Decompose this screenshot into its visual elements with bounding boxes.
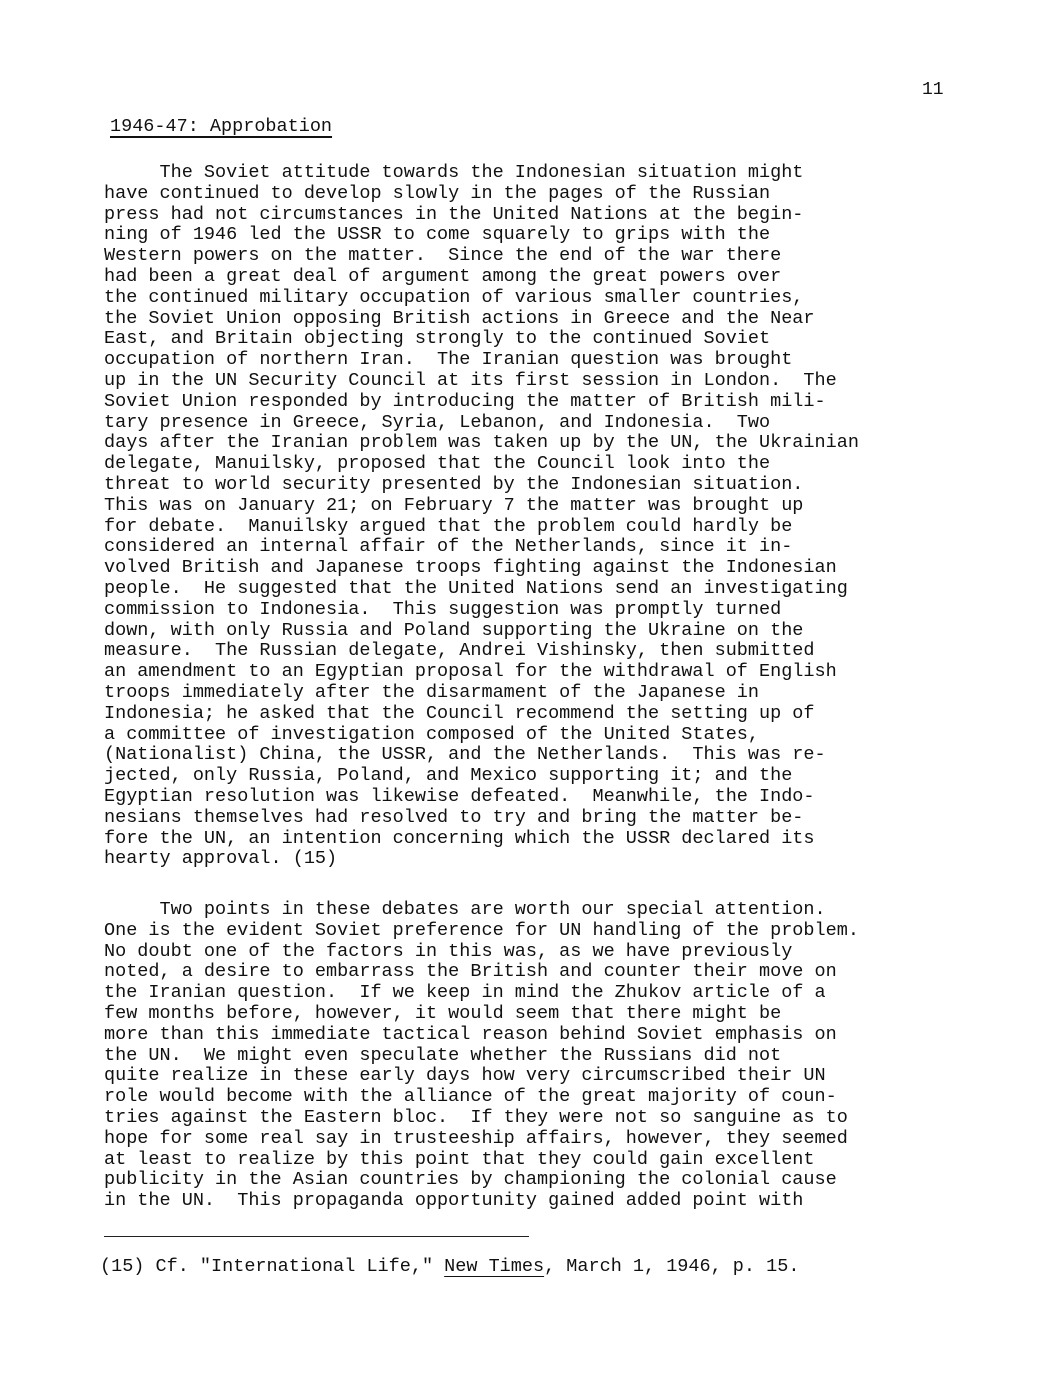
text-line: hearty approval. (15) xyxy=(104,848,338,870)
text-line: the UN. We might even speculate whether the Russians did not xyxy=(104,1044,782,1066)
footnote-divider xyxy=(104,1236,529,1237)
text-line: the Iranian question. If we keep in mind the Zhukov article of a xyxy=(104,982,826,1004)
text-line: role would become with the alliance of the great majority of coun- xyxy=(104,1086,837,1108)
text-line: an amendment to an Egyptian proposal for the withdrawal of English xyxy=(104,661,837,683)
text-line: more than this immediate tactical reason behind Soviet emphasis on xyxy=(104,1023,837,1045)
footnote xyxy=(100,1256,799,1277)
text-line: No doubt one of the factors in this was, as we have previously xyxy=(104,940,793,962)
paragraph-2 xyxy=(104,900,974,1212)
text-line: threat to world security presented by the Indonesian situation. xyxy=(104,473,804,495)
text-line: for debate. Manuilsky argued that the problem could hardly be xyxy=(104,515,793,537)
text-line: troops immediately after the disarmament of the Japanese in xyxy=(104,681,760,703)
text-line: a committee of investigation composed of the United States, xyxy=(104,723,760,745)
text-line: East, and Britain objecting strongly to the continued Soviet xyxy=(104,328,771,350)
text-line: at least to realize by this point that they could gain excellent xyxy=(104,1148,815,1170)
text-line: quite realize in these early days how very circumscribed their UN xyxy=(104,1065,826,1087)
page-number: 11 xyxy=(922,80,944,100)
text-line: delegate, Manuilsky, proposed that the Council look into the xyxy=(104,453,771,475)
text-line: (Nationalist) China, the USSR, and the Netherlands. This was re- xyxy=(104,744,826,766)
text-line: few months before, however, it would seem that there might be xyxy=(104,1002,782,1024)
text-line: had been a great deal of argument among the great powers over xyxy=(104,265,782,287)
text-line: Indonesia; he asked that the Council recommend the setting up of xyxy=(104,702,815,724)
text-line: One is the evident Soviet preference for UN handling of the problem. xyxy=(104,919,859,941)
section-heading: 1946-47: Approbation xyxy=(110,116,333,137)
text-line: nesians themselves had resolved to try and bring the matter be- xyxy=(104,806,804,828)
text-line: The Soviet attitude towards the Indonesian situation might xyxy=(104,162,804,183)
text-line: Western powers on the matter. Since the end of the war there xyxy=(104,245,782,267)
text-line: the Soviet Union opposing British actions in Greece and the Near xyxy=(104,307,815,329)
text-line: in the UN. This propaganda opportunity gained added point with xyxy=(104,1190,804,1212)
footnote-suffix: , March 1, 1946, p. 15. xyxy=(544,1256,800,1277)
text-line: commission to Indonesia. This suggestion was promptly turned xyxy=(104,598,782,620)
text-line: ning of 1946 led the USSR to come squarely to grips with the xyxy=(104,224,771,246)
text-line: tary presence in Greece, Syria, Lebanon, and Indonesia. Two xyxy=(104,411,771,433)
text-line: up in the UN Security Council at its first session in London. The xyxy=(104,369,837,391)
text-line: tries against the Eastern bloc. If they were not so sanguine as to xyxy=(104,1106,848,1128)
text-line: people. He suggested that the United Nations send an investigating xyxy=(104,577,848,599)
text-line: considered an internal affair of the Netherlands, since it in- xyxy=(104,536,793,558)
footnote-source-title: New Times xyxy=(444,1256,545,1277)
text-line: have continued to develop slowly in the pages of the Russian xyxy=(104,182,771,204)
text-line: Egyptian resolution was likewise defeated. Meanwhile, the Indo- xyxy=(104,785,815,807)
footnote-prefix: (15) Cf. "International Life," xyxy=(100,1256,445,1277)
text-line: Soviet Union responded by introducing the matter of British mili- xyxy=(104,390,826,412)
text-line: days after the Iranian problem was taken up by the UN, the Ukrainian xyxy=(104,432,859,454)
text-line: noted, a desire to embarrass the British and counter their move on xyxy=(104,961,837,983)
text-line: publicity in the Asian countries by championing the colonial cause xyxy=(104,1169,837,1191)
text-line: down, with only Russia and Poland supporting the Ukraine on the xyxy=(104,619,804,641)
text-line: This was on January 21; on February 7 the matter was brought up xyxy=(104,494,804,516)
text-line: Two points in these debates are worth our special attention. xyxy=(104,899,826,920)
text-line: volved British and Japanese troops fighting against the Indonesian xyxy=(104,557,837,579)
text-line: jected, only Russia, Poland, and Mexico supporting it; and the xyxy=(104,765,793,787)
paragraph-1 xyxy=(104,163,974,870)
text-line: fore the UN, an intention concerning which the USSR declared its xyxy=(104,827,815,849)
text-line: press had not circumstances in the United Nations at the begin- xyxy=(104,203,804,225)
text-line: occupation of northern Iran. The Iranian question was brought xyxy=(104,349,793,371)
text-line: measure. The Russian delegate, Andrei Vishinsky, then submitted xyxy=(104,640,815,662)
text-line: the continued military occupation of various smaller countries, xyxy=(104,286,804,308)
text-line: hope for some real say in trusteeship affairs, however, they seemed xyxy=(104,1127,848,1149)
